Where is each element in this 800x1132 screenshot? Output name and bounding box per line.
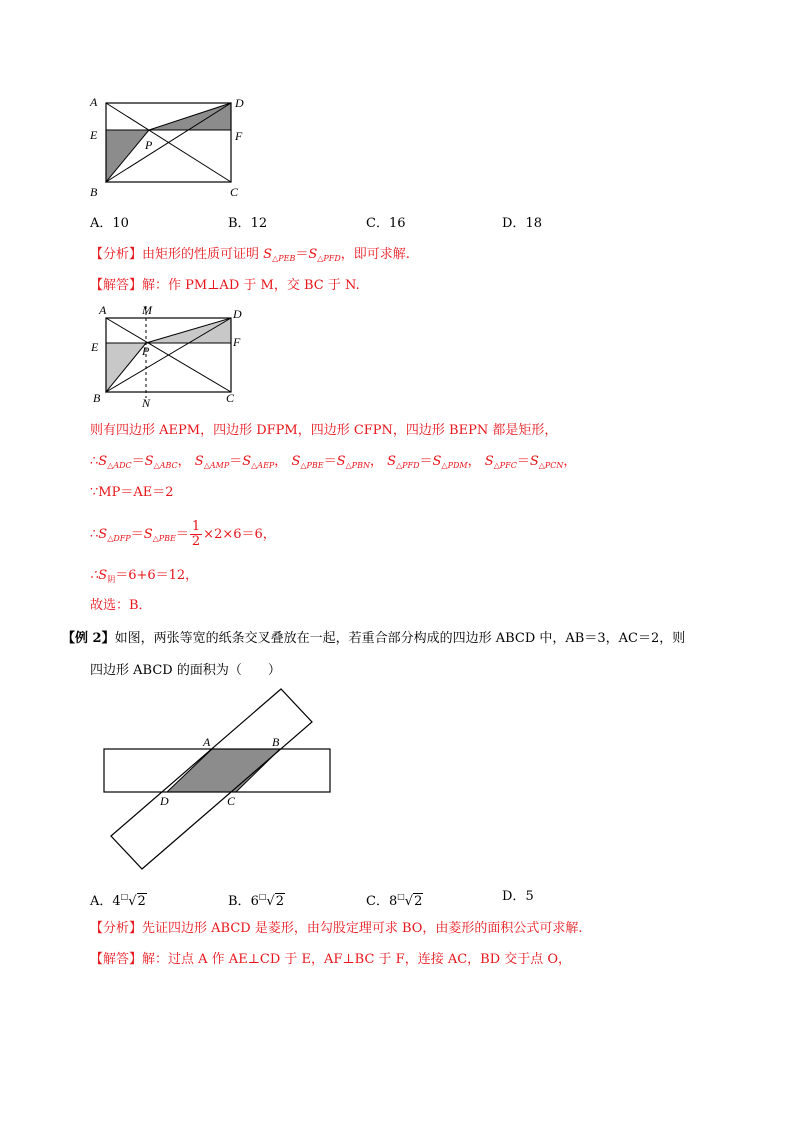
- solution-tag-2: 【解答】: [90, 952, 143, 967]
- q1-option-c: C．16: [366, 216, 406, 231]
- q1-option-d: D．18: [502, 216, 542, 231]
- label-d-2: D: [233, 307, 242, 321]
- label-a-2: A: [99, 303, 107, 317]
- analysis-1: 【分析】由矩形的性质可证明 $S_{\triangle PEB}=S_{\triangle PFD}$，即可求解.: [90, 247, 410, 263]
- figure-rectangle-1: [85, 90, 255, 200]
- shaded-triangle-ebp-2: [106, 343, 146, 392]
- solution-line-4: $\therefore S_{\triangle DFP}=S_{\triangle PBE}=$ $\frac{1}{2}$ ×2×6＝6，: [90, 519, 276, 549]
- label-p-2: P: [142, 344, 150, 358]
- shaded-triangle-ebp: [106, 130, 149, 182]
- figure-rectangle-2: [85, 298, 255, 410]
- label-n-2: N: [142, 396, 151, 410]
- label-b: B: [90, 185, 98, 199]
- shaded-triangle-pdf: [149, 103, 231, 130]
- solution-1: 【解答】解：作 PM⊥AD 于 M，交 BC 于 N.: [90, 278, 360, 293]
- fraction-one-half: $\frac{1}{2}$: [191, 519, 201, 549]
- solution-line-3: ∵MP＝AE＝2: [90, 485, 174, 500]
- example-2-line-1: 【例 2】如图，两张等宽的纸条交叉叠放在一起，若重合部分构成的四边形 ABCD 中，AB＝3，AC＝2，则: [62, 631, 686, 646]
- label-d-3: D: [160, 794, 169, 808]
- label-b-2: B: [93, 391, 101, 405]
- analysis-2: 【分析】先证四边形 ABCD 是菱形，由勾股定理可求 BO，由菱形的面积公式可求解.: [90, 921, 583, 936]
- example-tag: 【例 2】: [62, 631, 115, 646]
- q2-option-a: A．4□√2: [90, 892, 146, 909]
- label-m-2: M: [142, 303, 152, 317]
- solution-line-1: 则有四边形 AEPM，四边形 DFPM，四边形 CFPN，四边形 BEPN 都是矩形，: [90, 423, 558, 438]
- analysis-tag-2: 【分析】: [90, 921, 143, 936]
- example-2-line-2: 四边形 ABCD 的面积为（ ）: [90, 663, 281, 678]
- shaded-rhombus-abcd: [167, 749, 280, 792]
- label-d: D: [235, 96, 244, 110]
- label-f: F: [235, 129, 243, 143]
- q1-option-b: B．12: [228, 216, 268, 231]
- figure-crossed-strips: [95, 682, 345, 872]
- q2-option-b: B．6□√2: [228, 892, 284, 909]
- shaded-pdf-2: [146, 318, 231, 343]
- q1-option-a: A．10: [90, 216, 129, 231]
- label-c-3: C: [227, 794, 236, 808]
- label-e: E: [90, 128, 98, 142]
- solution-2: 【解答】解：过点 A 作 AE⊥CD 于 E，AF⊥BC 于 F，连接 AC，BD 交于点 O，: [90, 952, 572, 967]
- label-f-2: F: [233, 335, 241, 349]
- label-e-2: E: [91, 340, 99, 354]
- label-c-2: C: [226, 391, 235, 405]
- label-a: A: [90, 95, 98, 109]
- label-a-3: A: [203, 735, 211, 749]
- solution-line-5: $\therefore S_阴=6+6=12$，: [90, 568, 199, 584]
- q2-option-c: C．8□√2: [366, 892, 423, 909]
- solution-tag: 【解答】: [90, 278, 143, 293]
- label-c: C: [230, 185, 239, 199]
- solution-line-6: 故选：B．: [90, 598, 152, 613]
- label-b-3: B: [272, 735, 280, 749]
- q2-option-d: D．5: [502, 889, 534, 904]
- analysis-tag: 【分析】: [90, 247, 143, 262]
- label-p: P: [145, 138, 153, 152]
- solution-line-2: $\therefore S_{\triangle ADC}=S_{\triangle ABC}$， $S_{\triangle AMP}=S_{\triangle AEP}$， $S_{\triangle PBE}=S_{\triangle PBN}$， $S_{\triangle PFD}=S_{\triangle PDM}$， $S_{\triangle PFC}=S_{\triangle PCN}$，: [90, 454, 577, 470]
